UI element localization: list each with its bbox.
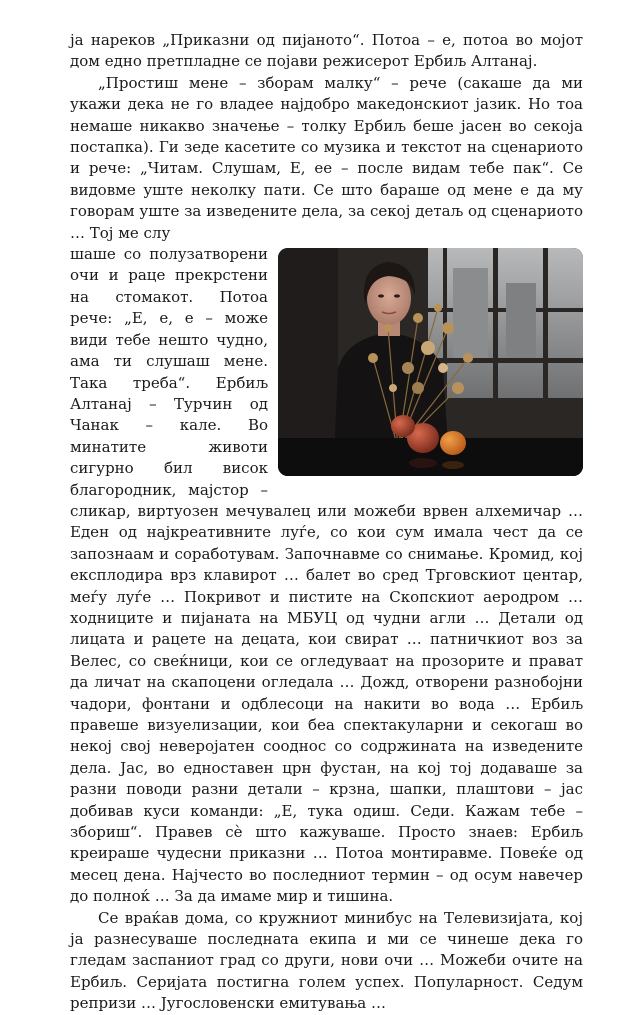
document-page [70,30,583,1015]
apple [391,415,415,437]
paragraph-2-continued: шаше со полузатворени очи и раце прекрстени на стомакот. Потоа рече: „Е, е, е – може види тебе нешто чудно, ама ти слушаш мене. Така треба“. Ербиљ Алтанај – Турчин од Чанак – кале. Во минатите животи сигурно бил висок благородник, мајстор – сликар, виртуозен мечувалец или можеби врвен алхемичар … Еден од најкреативните луѓе, со кои сум имала чест да се запознаам и соработувам. Започнавме со снимање. Кромид, кој експлодира врз клавирот … балет во сред Трговскиот центар, меѓу луѓе … Покривот и пистите на Скопскиот аеродром … ходниците и пијаната на МБУЦ од чудни агли … Детали од лицата и рацете на децата, кои свират … патничкиот воз за Велес, со свеќници, кои се огледуваат на прозорите и прават да личат на скапоцени огледала … Дожд, отворени разнобојни чадори, фонтани и одблесоци на накити во вода … Ербиљ правеше визуелизации, кои беа спектакуларни и секогаш во некој свој неверојатен сооднос со содржината на изведените дела. Јас, во едноставен црн фустан, на кој тој додаваше за разни поводи разни детали – крзна, шапки, плаштови – јас добивав куси команди: „Е, тука одиш. Седи. Кажам тебе – збориш“. Правев сè што кажуваше. Просто знаев: Ербиљ креираше чудесни приказни … Потоа монтиравме. Повеќе од месец дена. Најчесто во последниот термин – од осум навечер до полноќ … За да имаме мир и тишина. [70,245,583,906]
paragraph-3: Се враќав дома, со кружниот минибус на Телевизијата, кој ја разнесуваше последната екипа и ми се чинеше дека го гледам заспаниот град со други, нови очи … Можеби очите на Ербиљ. Серијата постигна голем успех. Популарност. Седум репризи … Југословенски емитувања … [70,908,583,1013]
paragraph-2-start: „Простиш мене – зборам малку“ – рече (сакаше да ми укажи дека не го владее најдобро македонскиот јазик. Но тоа немаше никакво значење – толку Ербиљ беше јасен во секоја постапка). Ги зеде касетите со музика и текстот на сценариото и рече: „Читам. Слушам, Е, ее – после видам тебе пак“. Се видовме уште неколку пати. Се што бараше од мене е да му говорам уште за изведените дела, за секој детаљ од сценариото … Тој ме слу [70,73,583,242]
paragraph-1: ја нареков „Приказни од пијаното“. Потоа – е, потоа во мојот дом едно претпладне се појави режисерот Ербиљ Алтанај. [70,31,583,71]
photo-woman-with-flowers [278,248,583,476]
orange [440,431,466,455]
photo-illustration [278,248,583,476]
